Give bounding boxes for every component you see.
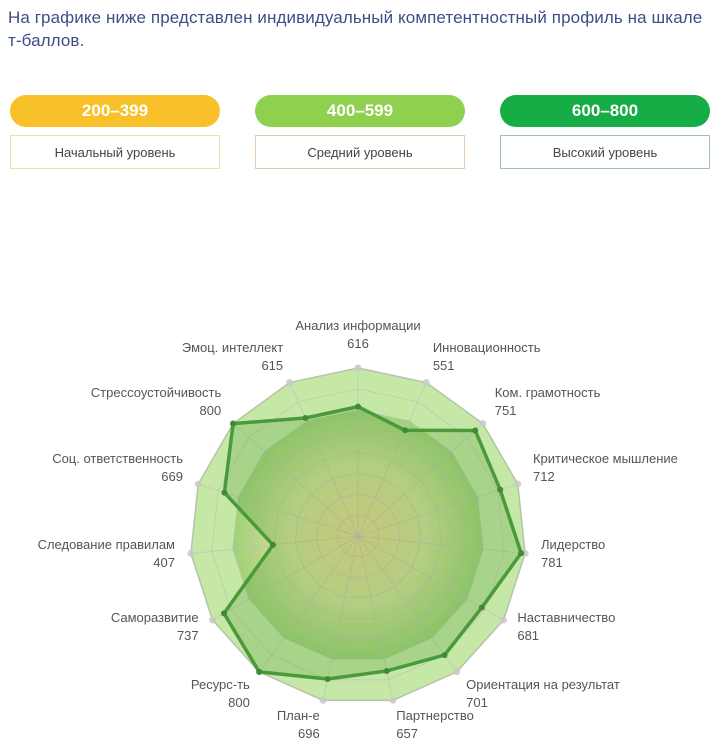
axis-label: Следование правилам [37,537,176,553]
value-label: 551 [432,357,455,373]
axis-label: План-е [276,707,320,723]
series-point [479,605,485,611]
axis-label: Ресурс-ть [190,676,250,692]
level-high-label: Высокий уровень [500,135,710,169]
radar-vertex-dot [195,481,202,488]
axis-label: Партнерство [396,707,474,723]
radar-vertex-dot [286,379,293,386]
value-label: 696 [298,725,320,741]
level-medium-range: 400–599 [255,95,465,127]
series-point [256,669,262,675]
level-medium [255,95,465,169]
level-medium-label: Средний уровень [255,135,465,169]
series-point [472,427,478,433]
value-label: 407 [153,555,176,571]
value-label: 657 [396,725,418,741]
level-high [500,95,710,169]
value-label: 800 [228,694,250,710]
radar-vertex-dot [514,481,521,488]
axis-label: Инновационность [432,339,541,355]
value-label: 615 [261,357,284,373]
radar-vertex-dot [453,668,460,675]
axis-label: Ориентация на результат [466,676,620,692]
axis-label: Анализ информации [295,318,421,333]
series-point [302,415,308,421]
value-label: 737 [176,628,199,643]
radar-vertex-dot [423,379,430,386]
radar-vertex-dot [479,420,486,427]
series-point [325,676,331,682]
series-point [442,652,448,658]
axis-label: Саморазвитие [110,610,199,625]
series-point [384,668,390,674]
series-point [270,542,276,548]
radar-vertex-dot [500,617,507,624]
series-point [221,610,227,616]
value-label: 616 [347,336,369,351]
axis-label: Критическое мышление [532,451,678,467]
value-label: 681 [517,628,540,643]
intro-text: На графике ниже представлен индивидуальный компетентностный профиль на шкале т-баллов. [8,8,703,50]
series-point [402,427,408,433]
radar-chart [0,290,722,746]
radar-vertex-dot [355,365,362,372]
value-label: 781 [540,555,563,571]
radar-vertex-dot [389,697,396,704]
value-label: 712 [532,469,555,485]
series-point [355,404,361,410]
level-initial-label: Начальный уровень [10,135,220,169]
value-label: 800 [199,402,222,418]
axis-label: Эмоц. интеллект [181,339,284,355]
value-label: 701 [466,694,488,710]
axis-label: Лидерство [540,537,606,553]
value-label: 751 [494,402,517,418]
level-initial [10,95,220,169]
radar-vertex-dot [320,697,327,704]
axis-label: Соц. ответственность [52,451,184,467]
value-label: 669 [161,469,184,485]
series-point [221,490,227,496]
level-high-range: 600–800 [500,95,710,127]
axis-label: Стрессоустойчивость [90,384,222,400]
series-point [230,421,236,427]
series-point [497,487,503,493]
axis-label: Ком. грамотность [494,384,601,400]
series-point [518,550,524,556]
radar-vertex-dot [209,617,216,624]
axis-label: Наставничество [517,610,616,625]
radar-vertex-dot [187,550,194,557]
level-initial-range: 200–399 [10,95,220,127]
